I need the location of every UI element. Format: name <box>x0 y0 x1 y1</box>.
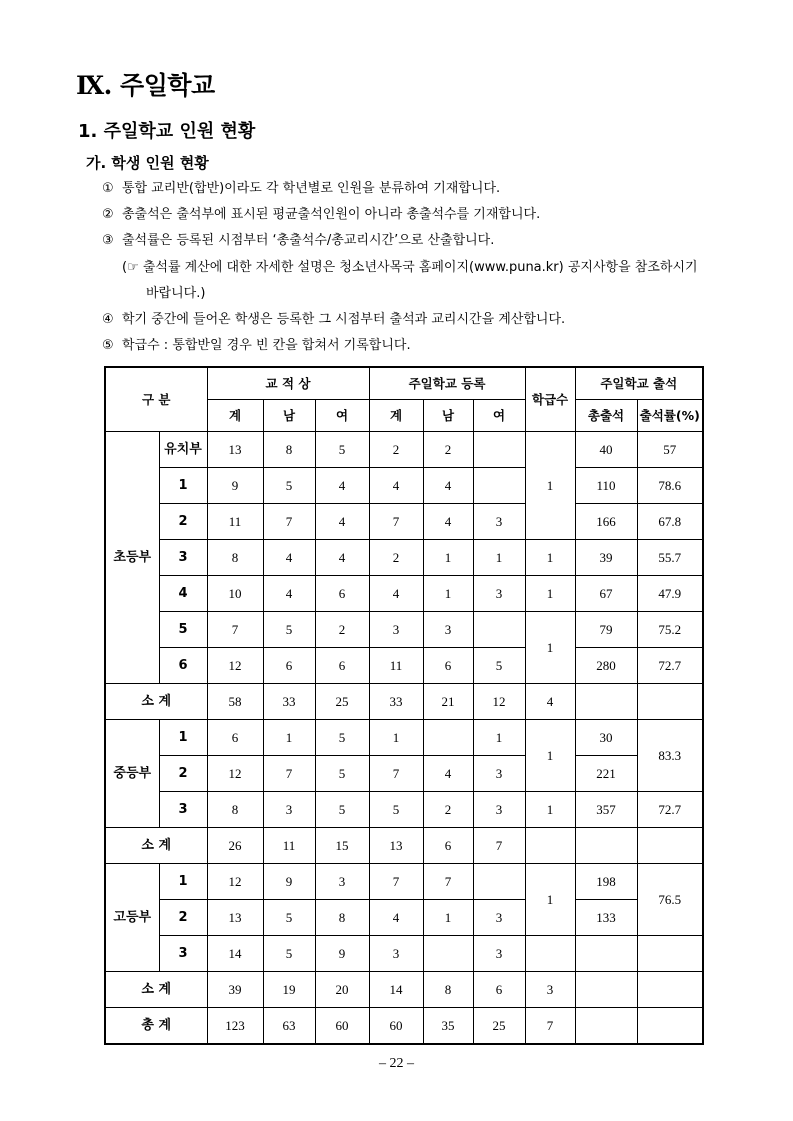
subtotal-row <box>105 828 703 864</box>
cell: 6 <box>423 648 473 684</box>
cell: 78.6 <box>637 468 703 504</box>
chapter-title: Ⅸ. 주일학교 <box>76 71 215 100</box>
cell: 2 <box>423 432 473 468</box>
group-label-elementary: 초등부 <box>105 432 159 684</box>
cell: 2 <box>369 432 423 468</box>
instruction-note: (☞ 출석률 계산에 대한 자세한 설명은 청소년사목국 홈페이지(www.puna.kr) 공지사항을 참조하시기 <box>122 259 698 275</box>
cell: 63 <box>263 1008 315 1045</box>
cell: 4 <box>423 504 473 540</box>
cell: 6 <box>423 828 473 864</box>
cell: 357 <box>575 792 637 828</box>
cell: 6 <box>207 720 263 756</box>
cell: 4 <box>263 576 315 612</box>
cell: 72.7 <box>637 792 703 828</box>
header-record: 교 적 상 <box>207 367 369 400</box>
cell: 7 <box>207 612 263 648</box>
instruction-note-continued: 바랍니다.) <box>146 285 206 301</box>
cell: 1 <box>423 540 473 576</box>
cell: 4 <box>423 756 473 792</box>
cell: 7 <box>525 1008 575 1045</box>
cell <box>525 828 575 864</box>
header-record-total: 계 <box>207 400 263 432</box>
table-row <box>105 720 703 756</box>
cell: 60 <box>315 1008 369 1045</box>
cell <box>423 720 473 756</box>
cell: 7 <box>369 756 423 792</box>
cell: 7 <box>369 864 423 900</box>
subtotal-label: 소 계 <box>105 972 207 1008</box>
cell: 15 <box>315 828 369 864</box>
grade-label: 3 <box>159 540 207 576</box>
grand-total-label: 총 계 <box>105 1008 207 1045</box>
cell <box>473 864 525 900</box>
cell: 6 <box>315 648 369 684</box>
page-number: – 22 – <box>379 1056 414 1071</box>
cell: 3 <box>525 972 575 1008</box>
header-reg-male: 남 <box>423 400 473 432</box>
cell: 13 <box>207 432 263 468</box>
merged-rate-cell: 83.3 <box>637 720 703 792</box>
cell: 9 <box>207 468 263 504</box>
cell: 3 <box>369 936 423 972</box>
cell: 9 <box>315 936 369 972</box>
instruction-item: ④ 학기 중간에 들어온 학생은 등록한 그 시점부터 출석과 교리시간을 계산합니다. <box>102 311 566 327</box>
cell: 1 <box>525 576 575 612</box>
cell: 4 <box>369 900 423 936</box>
cell: 9 <box>263 864 315 900</box>
cell: 4 <box>315 540 369 576</box>
cell: 2 <box>315 612 369 648</box>
cell <box>423 936 473 972</box>
cell: 8 <box>263 432 315 468</box>
grade-label: 6 <box>159 648 207 684</box>
cell: 67 <box>575 576 637 612</box>
cell: 67.8 <box>637 504 703 540</box>
grand-total-row <box>105 1008 703 1045</box>
instruction-item: ③ 출석률은 등록된 시점부터 ‘총출석수/총교리시간’으로 산출합니다. <box>102 233 495 249</box>
group-label-middle: 중등부 <box>105 720 159 828</box>
cell: 55.7 <box>637 540 703 576</box>
cell: 4 <box>315 468 369 504</box>
cell: 13 <box>207 900 263 936</box>
cell: 3 <box>369 612 423 648</box>
cell: 1 <box>263 720 315 756</box>
cell: 7 <box>263 504 315 540</box>
cell: 123 <box>207 1008 263 1045</box>
cell <box>637 936 703 972</box>
cell: 58 <box>207 684 263 720</box>
cell: 5 <box>315 792 369 828</box>
header-registration: 주일학교 등록 <box>369 367 525 400</box>
header-record-female: 여 <box>315 400 369 432</box>
cell: 3 <box>473 936 525 972</box>
table-row <box>105 900 703 936</box>
merged-rate-cell: 76.5 <box>637 864 703 936</box>
cell: 6 <box>473 972 525 1008</box>
table-row <box>105 576 703 612</box>
cell: 4 <box>369 576 423 612</box>
cell: 4 <box>423 468 473 504</box>
header-attendance: 주일학교 출석 <box>575 367 703 400</box>
cell <box>473 432 525 468</box>
cell: 12 <box>207 864 263 900</box>
cell: 7 <box>263 756 315 792</box>
cell: 33 <box>369 684 423 720</box>
subtotal-row <box>105 684 703 720</box>
cell: 26 <box>207 828 263 864</box>
cell: 3 <box>315 864 369 900</box>
cell <box>637 828 703 864</box>
cell <box>575 1008 637 1045</box>
grade-label: 유치부 <box>159 432 207 468</box>
grade-label: 3 <box>159 792 207 828</box>
cell <box>525 936 575 972</box>
cell: 11 <box>369 648 423 684</box>
cell: 40 <box>575 432 637 468</box>
cell: 166 <box>575 504 637 540</box>
header-reg-total: 계 <box>369 400 423 432</box>
cell: 11 <box>263 828 315 864</box>
cell: 1 <box>423 576 473 612</box>
cell: 7 <box>369 504 423 540</box>
cell <box>575 972 637 1008</box>
cell: 39 <box>575 540 637 576</box>
grade-label: 3 <box>159 936 207 972</box>
cell: 8 <box>207 540 263 576</box>
header-classes: 학급수 <box>525 367 575 432</box>
header-division: 구 분 <box>105 367 207 432</box>
cell: 8 <box>207 792 263 828</box>
group-label-high: 고등부 <box>105 864 159 972</box>
cell: 1 <box>473 720 525 756</box>
subtotal-label: 소 계 <box>105 684 207 720</box>
grade-label: 2 <box>159 756 207 792</box>
cell: 11 <box>207 504 263 540</box>
cell: 12 <box>207 756 263 792</box>
cell: 8 <box>423 972 473 1008</box>
cell: 5 <box>263 900 315 936</box>
cell: 5 <box>473 648 525 684</box>
instruction-item: ① 통합 교리반(합반)이라도 각 학년별로 인원을 분류하여 기재합니다. <box>102 181 501 196</box>
grade-label: 2 <box>159 504 207 540</box>
cell: 110 <box>575 468 637 504</box>
merged-classes-cell: 1 <box>525 720 575 792</box>
cell: 72.7 <box>637 648 703 684</box>
instruction-item: ⑤ 학급수 : 통합반일 경우 빈 칸을 합쳐서 기록합니다. <box>102 338 411 354</box>
section-title: 1. 주일학교 인원 현황 <box>78 121 256 142</box>
cell: 133 <box>575 900 637 936</box>
header-reg-female: 여 <box>473 400 525 432</box>
cell: 2 <box>369 540 423 576</box>
cell <box>637 684 703 720</box>
cell: 5 <box>315 756 369 792</box>
cell: 20 <box>315 972 369 1008</box>
cell: 2 <box>423 792 473 828</box>
cell <box>637 1008 703 1045</box>
cell: 8 <box>315 900 369 936</box>
cell: 75.2 <box>637 612 703 648</box>
cell: 10 <box>207 576 263 612</box>
cell: 1 <box>525 540 575 576</box>
cell: 14 <box>207 936 263 972</box>
grade-label: 1 <box>159 468 207 504</box>
grade-label: 1 <box>159 864 207 900</box>
cell: 60 <box>369 1008 423 1045</box>
table-row <box>105 468 703 504</box>
cell: 5 <box>263 612 315 648</box>
cell: 13 <box>369 828 423 864</box>
header-attendance-rate: 출석률(%) <box>637 400 703 432</box>
cell: 6 <box>263 648 315 684</box>
cell: 280 <box>575 648 637 684</box>
cell <box>473 612 525 648</box>
subtotal-label: 소 계 <box>105 828 207 864</box>
cell: 1 <box>423 900 473 936</box>
cell <box>637 972 703 1008</box>
cell: 19 <box>263 972 315 1008</box>
instruction-list <box>102 176 742 359</box>
cell: 6 <box>315 576 369 612</box>
cell: 39 <box>207 972 263 1008</box>
cell: 35 <box>423 1008 473 1045</box>
cell: 4 <box>315 504 369 540</box>
cell: 7 <box>423 864 473 900</box>
cell: 5 <box>369 792 423 828</box>
cell: 1 <box>369 720 423 756</box>
cell: 12 <box>207 648 263 684</box>
table-row <box>105 504 703 540</box>
cell: 14 <box>369 972 423 1008</box>
grade-label: 4 <box>159 576 207 612</box>
grade-label: 5 <box>159 612 207 648</box>
table-row <box>105 540 703 576</box>
cell: 3 <box>473 792 525 828</box>
table-row <box>105 864 703 900</box>
header-total-attendance: 총출석 <box>575 400 637 432</box>
subsection-title: 가. 학생 인원 현황 <box>86 154 209 172</box>
instruction-item: ② 총출석은 출석부에 표시된 평균출석인원이 아니라 총출석수를 기재합니다. <box>102 207 541 223</box>
cell: 7 <box>473 828 525 864</box>
cell: 4 <box>525 684 575 720</box>
grade-label: 1 <box>159 720 207 756</box>
cell: 3 <box>263 792 315 828</box>
table-row <box>105 792 703 828</box>
table-row <box>105 756 703 792</box>
header-record-male: 남 <box>263 400 315 432</box>
cell: 198 <box>575 864 637 900</box>
cell: 3 <box>473 756 525 792</box>
cell: 3 <box>473 504 525 540</box>
table-row <box>105 648 703 684</box>
cell: 221 <box>575 756 637 792</box>
cell: 47.9 <box>637 576 703 612</box>
cell: 1 <box>525 792 575 828</box>
cell <box>575 936 637 972</box>
cell: 3 <box>423 612 473 648</box>
cell: 33 <box>263 684 315 720</box>
cell: 3 <box>473 900 525 936</box>
merged-classes-cell: 1 <box>525 864 575 936</box>
cell: 1 <box>473 540 525 576</box>
cell: 25 <box>473 1008 525 1045</box>
cell: 5 <box>315 432 369 468</box>
cell: 30 <box>575 720 637 756</box>
student-attendance-table <box>104 366 704 1045</box>
cell: 4 <box>263 540 315 576</box>
cell: 5 <box>315 720 369 756</box>
cell: 21 <box>423 684 473 720</box>
subtotal-row <box>105 972 703 1008</box>
table-row <box>105 432 703 468</box>
cell: 12 <box>473 684 525 720</box>
cell: 4 <box>369 468 423 504</box>
cell: 57 <box>637 432 703 468</box>
table-row <box>105 612 703 648</box>
cell: 79 <box>575 612 637 648</box>
cell <box>575 828 637 864</box>
cell <box>575 684 637 720</box>
merged-classes-cell: 1 <box>525 432 575 540</box>
cell: 5 <box>263 468 315 504</box>
cell <box>473 468 525 504</box>
grade-label: 2 <box>159 900 207 936</box>
table-header-row <box>105 367 703 400</box>
cell: 5 <box>263 936 315 972</box>
table-row <box>105 936 703 972</box>
cell: 25 <box>315 684 369 720</box>
cell: 3 <box>473 576 525 612</box>
merged-classes-cell: 1 <box>525 612 575 684</box>
